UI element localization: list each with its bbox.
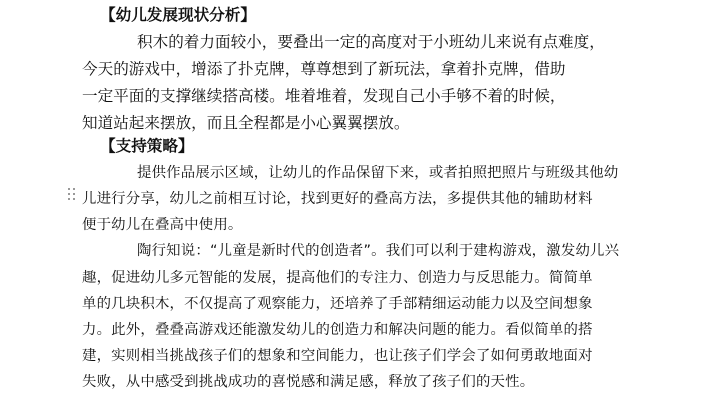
- paragraph-line: 便于幼儿在叠高中使用。: [82, 217, 243, 233]
- paragraph-line: 今天的游戏中，增添了扑克牌，尊尊想到了新玩法，拿着扑克牌，借助: [82, 60, 566, 78]
- paragraph-line: 趣，促进幼儿多元智能的发展，提高他们的专注力、创造力与反思能力。简简单: [82, 270, 593, 286]
- section-heading-support-strategy: 【支持策略】: [100, 137, 194, 155]
- paragraph-line: 单的几块积木，不仅提高了观察能力，还培养了手部精细运动能力以及空间想象: [82, 296, 593, 312]
- paragraph-line: 提供作品展示区域，让幼儿的作品保留下来，或者拍照把照片与班级其他幼: [137, 165, 619, 181]
- paragraph-line: 积木的着力面较小，要叠出一定的高度对于小班幼儿来说有点难度，: [137, 33, 605, 51]
- paragraph-line: 失败，从中感受到挑战成功的喜悦感和满足感，释放了孩子们的天性。: [82, 374, 535, 390]
- paragraph-line: 一定平面的支撑继续搭高楼。堆着堆着，发现自己小手够不着的时候，: [82, 87, 566, 105]
- paragraph-line: 儿进行分享，幼儿之前相互讨论，找到更好的叠高方法，多提供其他的辅助材料: [82, 191, 593, 207]
- paragraph-line: 力。此外，叠叠高游戏还能激发幼儿的创造力和解决问题的能力。看似简单的搭: [82, 322, 593, 338]
- paragraph-line: 陶行知说：“儿童是新时代的创造者”。我们可以利于建构游戏，激发幼儿兴: [137, 243, 620, 259]
- section-heading-development-analysis: 【幼儿发展现状分析】: [100, 6, 256, 24]
- paragraph-line: 知道站起来摆放，而且全程都是小心翼翼摆放。: [82, 114, 410, 132]
- paragraph-line: 建，实则相当挑战孩子们的想象和空间能力，也让孩子们学会了如何勇敢地面对: [82, 348, 593, 364]
- drag-handle-icon[interactable]: [68, 188, 78, 202]
